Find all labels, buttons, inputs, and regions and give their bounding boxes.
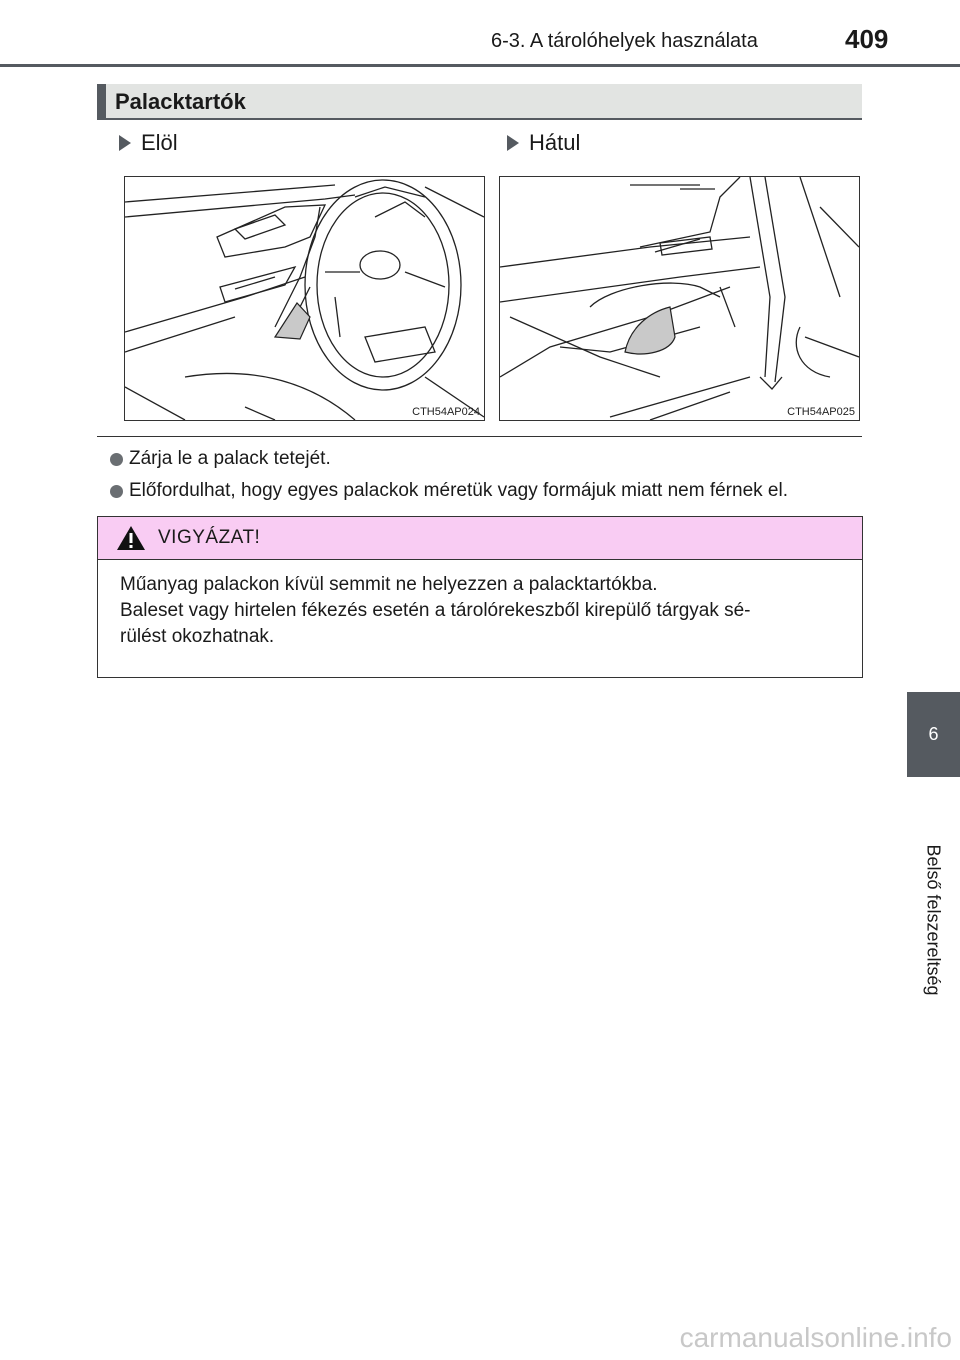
- header-title: 6-3. A tárolóhelyek használata: [491, 30, 758, 52]
- watermark: carmanualsonline.info: [679, 1322, 952, 1353]
- page-number: 409: [845, 24, 889, 54]
- section-title: Palacktartók: [115, 89, 246, 114]
- header-rule: [0, 64, 960, 67]
- chapter-tab: 6: [907, 692, 960, 777]
- bullet-text: Előfordulhat, hogy egyes palackok méretük vagy formájuk miatt nem férnek el.: [129, 480, 788, 501]
- figure-label-rear: [507, 130, 580, 156]
- front-cabin-drawing: [125, 177, 484, 420]
- figure-label-text: Hátul: [529, 130, 581, 155]
- caution-header: [98, 517, 862, 560]
- caution-title: VIGYÁZAT!: [158, 527, 261, 548]
- caution-line: rülést okozhatnak.: [120, 626, 275, 647]
- triangle-bullet-icon: [119, 135, 131, 151]
- rear-cabin-drawing: [500, 177, 859, 420]
- bullet-dot-icon: [110, 453, 123, 466]
- figure-code: CTH54AP025: [787, 406, 855, 418]
- chapter-label: Belső felszereltség: [923, 844, 944, 996]
- illustration-rear: [499, 176, 860, 421]
- section-heading: [97, 84, 862, 120]
- warning-triangle-icon: [116, 525, 146, 551]
- bullet-dot-icon: [110, 485, 123, 498]
- separator-rule: [97, 436, 862, 437]
- bullet-item: [110, 448, 331, 470]
- illustration-front: [124, 176, 485, 421]
- caution-body: [98, 560, 862, 650]
- caution-line: Baleset vagy hirtelen fékezés esetén a tárolórekeszből kirepülő tárgyak sé-: [120, 600, 751, 621]
- section-accent: [97, 84, 106, 118]
- caution-box: [97, 516, 863, 678]
- figure-code: CTH54AP024: [412, 406, 480, 418]
- bullet-item: [110, 480, 788, 502]
- caution-line: Műanyag palackon kívül semmit ne helyezzen a palacktartókba.: [120, 574, 658, 595]
- bullet-text: Zárja le a palack tetejét.: [129, 448, 331, 469]
- figure-label-front: [119, 130, 178, 156]
- figure-label-text: Elöl: [141, 130, 178, 155]
- triangle-bullet-icon: [507, 135, 519, 151]
